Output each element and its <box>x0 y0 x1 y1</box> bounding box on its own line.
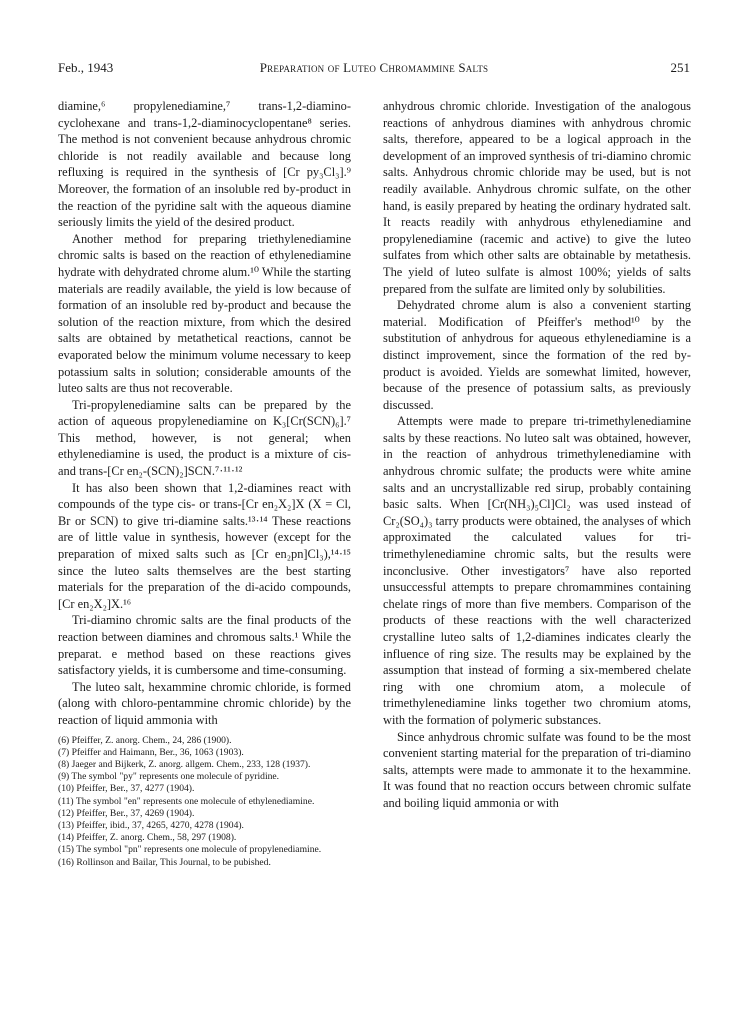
paragraph: Since anhydrous chromic sulfate was found to be the most convenient starting material for the preparation of tri-diamino salts, attempts were made to ammonate it to the hexammine. It was found that no reaction occurs between chromic sulfate and boiling liquid ammonia or with <box>383 729 691 810</box>
footnotes <box>58 735 351 869</box>
header-title: Preparation of Luteo Chromammine Salts <box>259 60 489 75</box>
footnote: (10) Pfeiffer, Ber., 37, 4277 (1904). <box>58 783 195 795</box>
paragraph: Another method for preparing triethylenediamine chromic salts is based on the reaction of ethylenediamine hydrate with dehydrated chrome alum.¹⁰ While the starting materials are readily available, the yield is low because of formation of an insoluble red by-product and because the solution of the reaction mixture, from which the desired salts are obtained by metathetical reactions, cannot be evaporated below the minimum volume necessary to keep potassium salts in solution; considerable amounts of the luteo salts are thus not recoverable. <box>58 231 351 396</box>
paragraph: Attempts were made to prepare tri-trimethylenediamine salts by these reactions. No luteo salt was obtained, however, in the reaction of anhydrous trimethylenediamine with anhydrous chromic sulfate; the products were white amine salts and an uncrystallizable red sirup, probably containing basic salts. When [Cr(NH₃)₅Cl]Cl₂ was used instead of Cr₂(SO₄)₃ tarry products were obtained, the analyses of which approximated the calculated values for tri-trimethylenediamine chromic salts, but the results were inconclusive. Other investigators⁷ have also reported unsuccessful attempts to prepare chromammines containing chelate rings of more than five members. Comparison of the products of these reactions with the well characterized crystalline luteo salts of 1,2-diamines indicates clearly the influence of ring size. The results may be explained by the assumption that instead of forming a six-membered chelate ring with one chromium atom, a molecule of trimethylenediamine links together two chromium atoms, with the formation of polymeric substances. <box>383 414 691 727</box>
paragraph: It has also been shown that 1,2-diamines react with compounds of the type cis- or trans-[Cr en₂X₂]X (X = Cl, Br or SCN) to give tri-diamine salts.¹³·¹⁴ These reactions are of little value in synthesis, however (except for the preparation of mixed salts such as [Cr en₂pn]Cl₃),¹⁴·¹⁵ since the luteo salts themselves are the best starting materials for the preparation of the di-acido compounds, [Cr en₂X₂]X.¹⁶ <box>58 480 351 611</box>
footnote: (11) The symbol "en" represents one molecule of ethylenediamine. <box>58 795 315 807</box>
paragraph: Tri-propylenediamine salts can be prepared by the action of aqueous propylenediamine on K₃[Cr(SCN)₆].⁷ This method, however, is not general; when ethylenediamine is used, the product is a mixture of cis- and trans-[Cr en₂-(SCN)₂]SCN.⁷·¹¹·¹² <box>58 397 351 479</box>
paragraph: diamine,⁶ propylenediamine,⁷ trans-1,2-diamino-cyclohexane and trans-1,2-diaminocyclopentane⁸ series. The method is not convenient because anhydrous chromic chloride is not readily available and because long refluxing is required in the synthesis of [Cr py₃Cl₃].⁹ Moreover, the formation of an insoluble red by-product in the reaction of the pyridine salt with the aqueous diamine seriously limits the yield of the desired product. <box>58 99 351 230</box>
paragraph: Dehydrated chrome alum is also a convenient starting material. Modification of Pfeiffer's method¹⁰ by the substitution of anhydrous for aqueous ethylenediamine is a distinct improvement, since the formation of the red by-product is avoided. Yields are somewhat limited, however, because of the presence of potassium salts, as previously discussed. <box>383 298 691 412</box>
paragraph: The luteo salt, hexammine chromic chloride, is formed (along with chloro-pentammine chromic chloride) by the reaction of liquid ammonia with <box>58 679 351 727</box>
footnote: (9) The symbol "py" represents one molecule of pyridine. <box>58 771 280 783</box>
footnote: (6) Pfeiffer, Z. anorg. Chem., 24, 286 (1900). <box>58 734 232 746</box>
footnote: (12) Pfeiffer, Ber., 37, 4269 (1904). <box>58 807 195 819</box>
footnote: (13) Pfeiffer, ibid., 37, 4265, 4270, 4278 (1904). <box>58 819 244 831</box>
footnote: (15) The symbol "pn" represents one molecule of propylenediamine. <box>58 844 322 856</box>
left-column <box>58 98 351 869</box>
footnote: (8) Jaeger and Bijkerk, Z. anorg. allgem. Chem., 233, 128 (1937). <box>58 758 311 770</box>
paragraph: Tri-diamino chromic salts are the final products of the reaction between diamines and chromous salts.¹ While the preparat. e method based on these reactions gives satisfactory yields, it is cumbersome and time-consuming. <box>58 613 351 678</box>
footnote: (7) Pfeiffer and Haimann, Ber., 36, 1063 (1903). <box>58 746 244 758</box>
footnote: (14) Pfeiffer, Z. anorg. Chem., 58, 297 (1908). <box>58 832 237 844</box>
right-column <box>383 98 691 812</box>
footnote: (16) Rollinson and Bailar, This Journal, to be pubished. <box>58 856 271 868</box>
running-header <box>58 60 690 80</box>
page-number: 251 <box>670 60 690 75</box>
header-date: Feb., 1943 <box>58 60 114 75</box>
paragraph: anhydrous chromic chloride. Investigation of the analogous reactions of anhydrous diamines with anhydrous chromic salts, therefore, appeared to be a logical approach in the development of an improved synthesis of tri-diamino chromic salts. Anhydrous chromic chloride may be used, but is not readily available. Anhydrous chromic sulfate, on the other hand, is easily prepared by heating the ordinary hydrated salt. It reacts readily with anhydrous ethylenediamine and propylenediamine (racemic and active) to give the luteo sulfates from which other salts are obtainable by metathesis. The yield of luteo sulfate is almost 100%; yields of salts prepared from the sulfate are limited only by solubilities. <box>383 99 691 296</box>
